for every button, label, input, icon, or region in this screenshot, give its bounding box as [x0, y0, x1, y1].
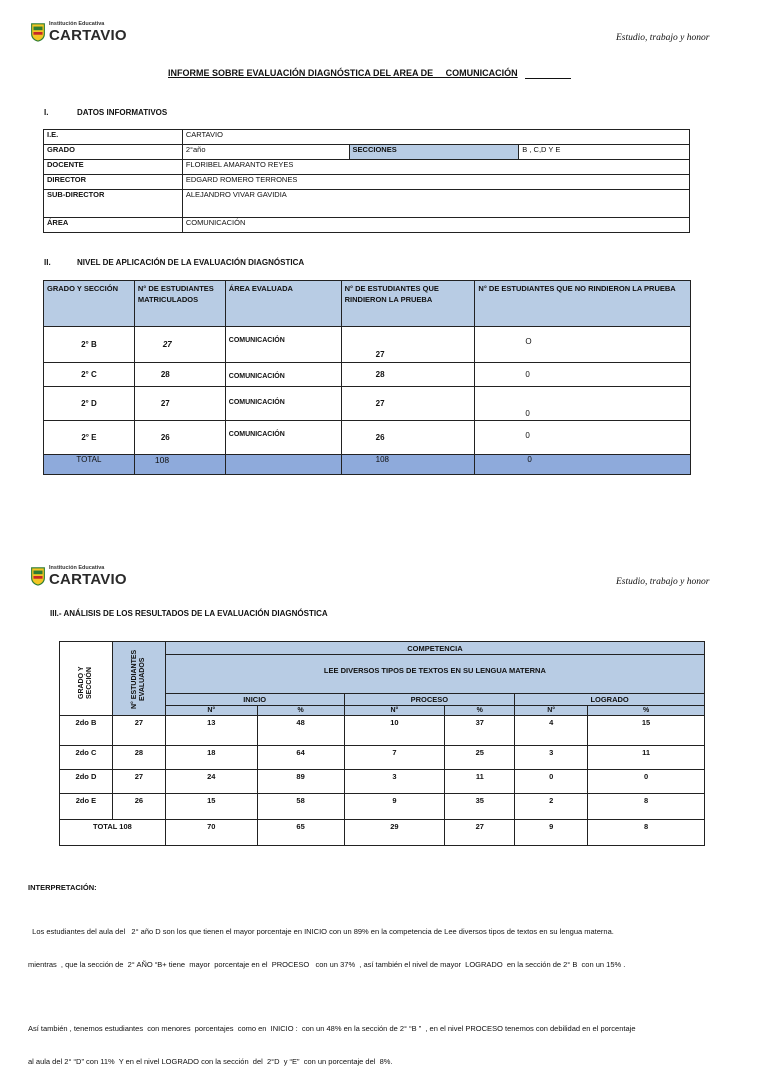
school-logo — [30, 22, 127, 43]
row-rindieron: 26 — [341, 421, 475, 455]
table-row — [44, 363, 691, 387]
section-title-3: III.- ANÁLISIS DE LOS RESULTADOS DE LA EVALUACIÓN DIAGNÓSTICA — [50, 609, 328, 618]
level-inicio: INICIO — [165, 694, 344, 706]
cell-value: 18 — [165, 746, 257, 770]
section-title-1: DATOS INFORMATIVOS — [77, 108, 168, 117]
grado-value: 2°año — [182, 145, 349, 160]
cell-value: 11 — [445, 770, 515, 794]
cell-value: 58 — [257, 794, 344, 820]
cell-value: 7 — [344, 746, 445, 770]
sub-n: N° — [515, 706, 588, 716]
row-grado: 2° C — [44, 363, 135, 387]
section-number-1: I. — [44, 108, 49, 117]
total-area — [225, 455, 341, 475]
subdirector-label: SUB-DIRECTOR — [44, 190, 183, 218]
area-label: ÁREA — [44, 218, 183, 233]
paragraph-line: al aula del 2° “D” con 11% Y en el nivel LOGRADO con la sección del 2°D y “E” con un porcentaje del 8%. — [28, 1057, 393, 1066]
school-crest-icon — [30, 22, 46, 42]
logo-subtitle: Institución Educativa — [49, 565, 105, 571]
report-title: INFORME SOBRE EVALUACIÓN DIAGNÓSTICA DEL AREA DE COMUNICACIÓN — [168, 68, 518, 78]
table-row — [44, 421, 691, 455]
director-label: DIRECTOR — [44, 175, 183, 190]
school-motto: Estudio, trabajo y honor — [616, 33, 710, 43]
row-matriculados: 28 — [134, 363, 225, 387]
sub-pct: % — [445, 706, 515, 716]
cell-value: 9 — [515, 820, 588, 846]
header-grado: GRADO Y SECCIÓN — [44, 281, 135, 327]
sub-pct: % — [588, 706, 705, 716]
row-matriculados: 27 — [134, 327, 225, 363]
total-label: TOTAL 108 — [60, 820, 166, 846]
competencia-name: LEE DIVERSOS TIPOS DE TEXTOS EN SU LENGUA MATERNA — [165, 666, 704, 694]
total-rindieron: 108 — [341, 455, 475, 475]
level-logrado: LOGRADO — [515, 694, 705, 706]
subdirector-value: ALEJANDRO VIVAR GAVIDIA — [182, 190, 689, 218]
paragraph-line: Los estudiantes del aula del 2° año D son los que tienen el mayor porcentaje en INICIO con un 89% en la competencia de Lee diversos tipos de textos en su lengua materna. — [28, 927, 614, 936]
docente-label: DOCENTE — [44, 160, 183, 175]
results-table — [59, 641, 705, 846]
cell-value: 89 — [257, 770, 344, 794]
row-no-rindieron: 0 — [475, 421, 691, 455]
level-proceso: PROCESO — [344, 694, 515, 706]
cell-value: 70 — [165, 820, 257, 846]
cell-value: 29 — [344, 820, 445, 846]
total-no-rindieron: 0 — [475, 455, 691, 475]
row-evaluated: 26 — [112, 794, 165, 820]
paragraph-line: mientras , que la sección de 2° AÑO “B+ tiene mayor porcentaje en el PROCESO con un 37% , así también el nivel de mayor LOGRADO en la sección de 2° B con un 15% . — [28, 960, 626, 969]
col-grado-label: GRADO Y SECCIÓN — [77, 666, 93, 700]
school-crest-icon — [30, 566, 46, 586]
secciones-label: SECCIONES — [349, 145, 519, 160]
section-title-2: NIVEL DE APLICACIÓN DE LA EVALUACIÓN DIAGNÓSTICA — [77, 258, 305, 267]
row-no-rindieron: O — [475, 327, 691, 363]
ie-value: CARTAVIO — [182, 130, 689, 145]
row-area: COMUNICACIÓN — [225, 363, 341, 387]
row-rindieron: 27 — [341, 327, 475, 363]
cell-value: 15 — [165, 794, 257, 820]
docente-value: FLORIBEL AMARANTO REYES — [182, 160, 689, 175]
total-label: TOTAL — [44, 455, 135, 475]
cell-value: 2 — [515, 794, 588, 820]
cell-value: 65 — [257, 820, 344, 846]
col-evaluados-label: N° ESTUDIANTES EVALUADOS — [130, 649, 146, 709]
section-number-2: II. — [44, 258, 51, 267]
col-grado-header — [60, 642, 113, 716]
interpretation-text — [28, 904, 728, 1078]
secciones-value: B , C,D Y E — [519, 145, 690, 160]
cell-value: 48 — [257, 716, 344, 746]
interpretation-title: INTERPRETACIÓN: — [28, 883, 97, 892]
row-matriculados: 26 — [134, 421, 225, 455]
info-table — [43, 129, 690, 233]
table-total-row — [44, 455, 691, 475]
cell-value: 37 — [445, 716, 515, 746]
row-area: COMUNICACIÓN — [225, 421, 341, 455]
table-row — [60, 794, 705, 820]
row-rindieron: 27 — [341, 387, 475, 421]
cell-value: 25 — [445, 746, 515, 770]
row-grado: 2° B — [44, 327, 135, 363]
row-section: 2do C — [60, 746, 113, 770]
cell-value: 10 — [344, 716, 445, 746]
cell-value: 11 — [588, 746, 705, 770]
row-grado: 2° E — [44, 421, 135, 455]
cell-value: 24 — [165, 770, 257, 794]
row-evaluated: 28 — [112, 746, 165, 770]
cell-value: 64 — [257, 746, 344, 770]
row-matriculados: 27 — [134, 387, 225, 421]
row-area: COMUNICACIÓN — [225, 327, 341, 363]
grado-label: GRADO — [44, 145, 183, 160]
row-evaluated: 27 — [112, 770, 165, 794]
cell-value: 3 — [515, 746, 588, 770]
cell-value: 4 — [515, 716, 588, 746]
cell-value: 27 — [445, 820, 515, 846]
row-area: COMUNICACIÓN — [225, 387, 341, 421]
row-grado: 2° D — [44, 387, 135, 421]
logo-subtitle: Institución Educativa — [49, 21, 105, 27]
header-rindieron: N° DE ESTUDIANTES QUE RINDIERON LA PRUEBA — [341, 281, 475, 327]
director-value: EDGARD ROMERO TERRONES — [182, 175, 689, 190]
application-table — [43, 280, 691, 475]
row-evaluated: 27 — [112, 716, 165, 746]
header-area: ÁREA EVALUADA — [225, 281, 341, 327]
logo-title: CARTAVIO — [49, 26, 127, 44]
table-row — [44, 327, 691, 363]
cell-value: 9 — [344, 794, 445, 820]
row-section: 2do E — [60, 794, 113, 820]
ie-label: I.E. — [44, 130, 183, 145]
cell-value: 15 — [588, 716, 705, 746]
row-rindieron: 28 — [341, 363, 475, 387]
header-matriculados: N° DE ESTUDIANTES MATRICULADOS — [134, 281, 225, 327]
table-total-row — [60, 820, 705, 846]
col-evaluados-header — [112, 642, 165, 716]
cell-value: 13 — [165, 716, 257, 746]
row-no-rindieron: 0 — [475, 387, 691, 421]
cell-value: 0 — [588, 770, 705, 794]
table-row — [60, 770, 705, 794]
school-logo — [30, 566, 127, 587]
row-section: 2do D — [60, 770, 113, 794]
cell-value: 35 — [445, 794, 515, 820]
total-matriculados: 108 — [134, 455, 225, 475]
row-no-rindieron: 0 — [475, 363, 691, 387]
cell-value: 8 — [588, 794, 705, 820]
sub-n: N° — [165, 706, 257, 716]
sub-n: N° — [344, 706, 445, 716]
cell-value: 8 — [588, 820, 705, 846]
school-motto: Estudio, trabajo y honor — [616, 577, 710, 587]
sub-pct: % — [257, 706, 344, 716]
paragraph-line: Así también , tenemos estudiantes con menores porcentajes como en INICIO : con un 48% en la sección de 2° “B ” , en el nivel PROCESO tenemos con debilidad en el porcentaje — [28, 1024, 636, 1033]
area-value: COMUNICACIÓN — [182, 218, 689, 233]
header-no-rindieron: N° DE ESTUDIANTES QUE NO RINDIERON LA PRUEBA — [475, 281, 691, 327]
competencia-header: COMPETENCIA — [165, 642, 704, 655]
cell-value: 3 — [344, 770, 445, 794]
table-row — [44, 387, 691, 421]
row-section: 2do B — [60, 716, 113, 746]
title-underline — [525, 78, 571, 79]
table-row — [60, 746, 705, 770]
table-row — [60, 716, 705, 746]
cell-value: 0 — [515, 770, 588, 794]
logo-title: CARTAVIO — [49, 570, 127, 588]
